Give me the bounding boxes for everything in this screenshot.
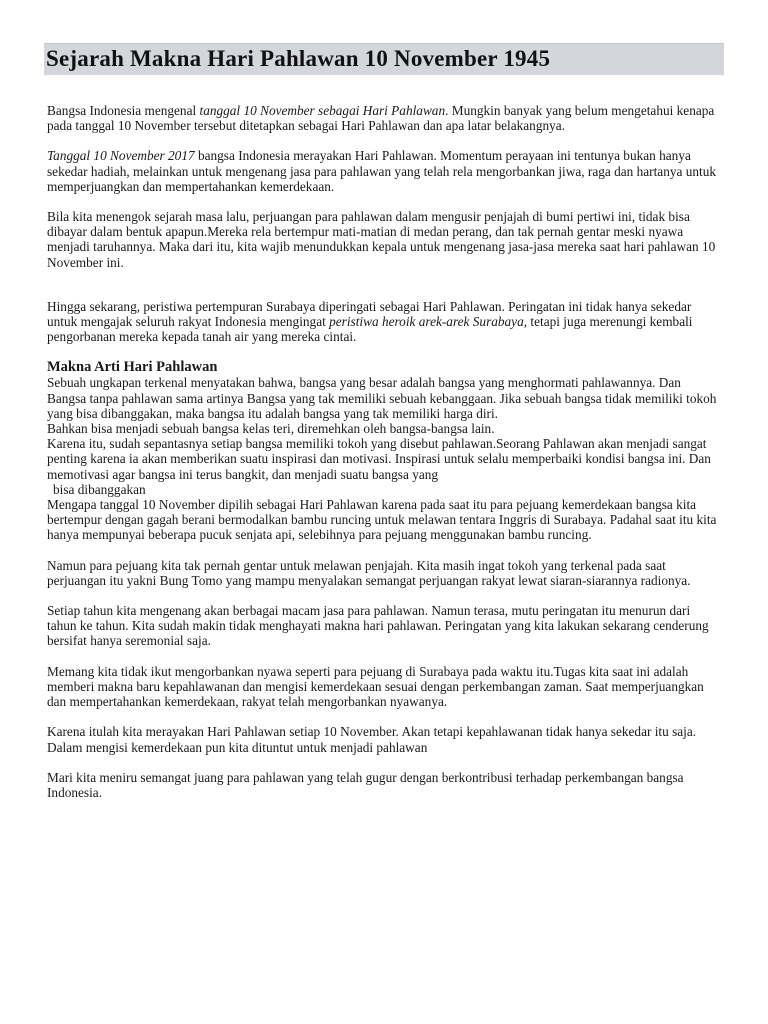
section-paragraph-7: Memang kita tidak ikut mengorbankan nyawa seperti para pejuang di Surabaya pada waktu itu.Tugas kita saat ini adalah memberi makna baru kepahlawanan dan mengisi kemerdekaan sesuai dengan perkembangan zaman. Saat memperjuangkan dan mempertahankan kemerdekaan, rakyat telah mengorbankan nyawanya. xyxy=(47,663,704,710)
article-body xyxy=(47,103,723,815)
paragraph-intro-text-c: . Mungkin banyak yang belum mengetahui kenapa pada tanggal 10 November tersebut ditetapkan sebagai Hari Pahlawan dan apa latar belakangnya. xyxy=(47,103,715,134)
section-paragraph-2: Bahkan bisa menjadi sebuah bangsa kelas teri, diremehkan oleh bangsa-bangsa lain. xyxy=(47,421,495,437)
paragraph-surabaya-text-a: Hingga sekarang, peristiwa pertempuran Surabaya diperingati sebagai Hari Pahlawan. Peringatan ini tidak hanya sekedar untuk mengajak seluruh rakyat Indonesia mengingat xyxy=(47,298,692,330)
title-bar xyxy=(44,43,724,75)
section-paragraph-3 xyxy=(47,436,723,497)
section-paragraph-9: Mari kita meniru semangat juang para pahlawan yang telah gugur dengan berkontribusi terhadap perkembangan bangsa Indonesia. xyxy=(47,769,684,800)
section-paragraph-3-continuation: bisa dibanggakan xyxy=(53,481,146,497)
section-paragraph-4: Mengapa tanggal 10 November dipilih sebagai Hari Pahlawan karena pada saat itu para pejuang kemerdekaan bangsa kita bertempur dengan gagah berani bermodalkan bambu runcing untuk melawan tentara Inggris di Surabaya. Padahal saat itu kita hanya mempunyai beberapa pucuk senjata api, selebihnya para pejuang menggunakan bambu runcing. xyxy=(47,497,717,543)
page-title: Sejarah Makna Hari Pahlawan 10 November 1945 xyxy=(46,46,551,71)
paragraph-2017-italic: Tanggal 10 November 2017 xyxy=(47,148,195,164)
section-paragraph-5: Namun para pejuang kita tak pernah gentar untuk melawan penjajah. Kita masih ingat tokoh yang terkenal pada saat perjuangan itu yakni Bung Tomo yang mampu menyalakan semangat perjuangan rakyat lewat siaran-siarannya radionya. xyxy=(47,557,691,588)
section-paragraph-6: Setiap tahun kita mengenang akan berbagai macam jasa para pahlawan. Namun terasa, mutu peringatan itu menurun dari tahun ke tahun. Kita sudah makin tidak menghayati makna hari pahlawan. Peringatan yang kita lakukan sekarang cenderung bersifat hanya seremonial saja. xyxy=(47,603,709,649)
section-paragraph-3-text: Karena itu, sudah sepantasnya setiap bangsa memiliki tokoh yang disebut pahlawan.Seorang Pahlawan akan menjadi sangat penting karena ia akan memberikan suatu inspirasi dan motivasi. Inspirasi untuk selalu memperbaiki kondisi bangsa ini. Dan memotivasi agar bangsa ini terus bangkit, dan menjadi suatu bangsa yang xyxy=(47,436,711,482)
paragraph-surabaya xyxy=(47,299,723,345)
section-paragraph-8: Karena itulah kita merayakan Hari Pahlawan setiap 10 November. Akan tetapi kepahlawanan tidak hanya sekedar itu saja. Dalam mengisi kemerdekaan pun kita dituntut untuk menjadi pahlawan xyxy=(47,724,697,755)
paragraph-2017 xyxy=(47,148,723,194)
paragraph-2017-text: bangsa Indonesia merayakan Hari Pahlawan. Momentum perayaan ini tentunya bukan hanya sekedar hadiah, melainkan untuk mengenang jasa para pahlawan yang telah rela mengorbankan jiwa, raga dan hartanya untuk memperjuangkan dan mempertahankan kemerdekaan. xyxy=(47,148,717,194)
paragraph-surabaya-italic: peristiwa heroik arek-arek Surabaya xyxy=(329,314,524,330)
paragraph-intro-italic: tanggal 10 November sebagai Hari Pahlawan xyxy=(199,103,446,118)
paragraph-history: Bila kita menengok sejarah masa lalu, perjuangan para pahlawan dalam mengusir penjajah di bumi pertiwi ini, tidak bisa dibayar dalam bentuk apapun.Mereka rela bertempur mati-matian di medan perang, dan tak pernah gentar meski nyawa menjadi taruhannya. Maka dari itu, kita wajib menundukkan kepala untuk mengenang jasa-jasa mereka saat hari pahlawan 10 November ini. xyxy=(47,209,716,270)
paragraph-intro-text-a: Bangsa Indonesia mengenal xyxy=(47,103,200,118)
section-heading: Makna Arti Hari Pahlawan xyxy=(47,359,218,376)
paragraph-surabaya-text-c: , tetapi juga merenungi kembali pengorbanan mereka kepada tanah air yang mereka cintai. xyxy=(47,314,693,345)
paragraph-intro xyxy=(47,103,723,133)
section-paragraph-1: Sebuah ungkapan terkenal menyatakan bahwa, bangsa yang besar adalah bangsa yang menghormati pahlawannya. Dan Bangsa tanpa pahlawan sama artinya Bangsa yang tak memiliki sebuah kebanggaan. Jika sebuah bangsa tidak memiliki tokoh yang bisa dibanggakan, maka bangsa itu adalah bangsa yang tak memiliki harga diri. xyxy=(47,375,717,421)
